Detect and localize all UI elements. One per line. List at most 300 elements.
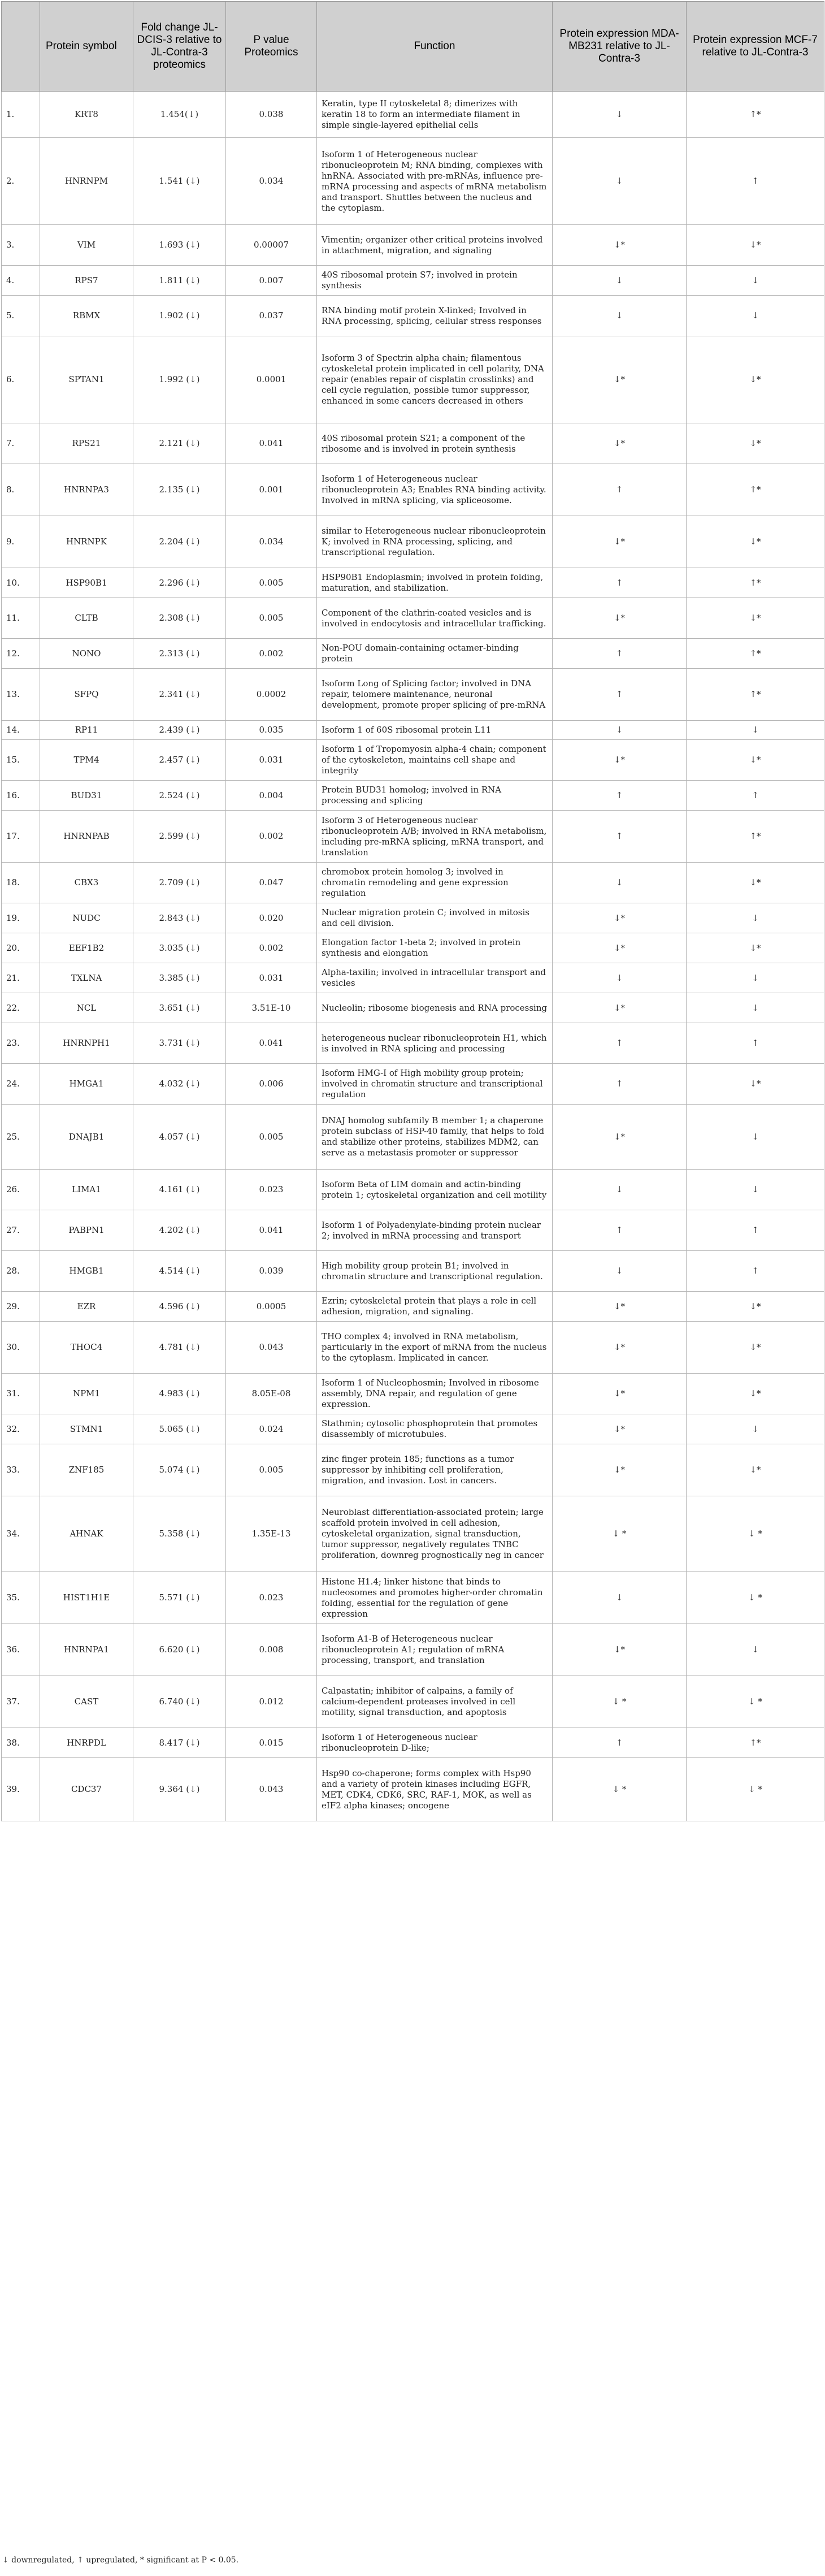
fold-change-cell: 5.571 (↓) <box>133 1572 226 1624</box>
mcf-expression-cell: ↑* <box>687 811 824 863</box>
function-cell: DNAJ homolog subfamily B member 1; a chaperone protein subclass of HSP-40 family, that helps to fold and stabilize other proteins, stabilizes MDM2, can serve as a metastasis promoter or suppressor <box>317 1105 553 1170</box>
header-fold-change: Fold change JL-DCIS-3 relative to JL-Contra-3 proteomics <box>133 2 226 92</box>
function-cell: Isoform 1 of Nucleophosmin; Involved in ribosome assembly, DNA repair, and regulation of gene expression. <box>317 1374 553 1414</box>
fold-change-cell: 2.524 (↓) <box>133 781 226 811</box>
row-number-cell: 25. <box>2 1105 40 1170</box>
function-cell: Isoform 3 of Heterogeneous nuclear ribonucleoprotein A/B; involved in RNA metabolism, including pre-mRNA splicing, mRNA transport, and translation <box>317 811 553 863</box>
table-row <box>2 1170 824 1210</box>
table-row <box>2 92 824 138</box>
function-cell: Isoform 1 of Heterogeneous nuclear ribonucleoprotein M; RNA binding, complexes with hnRNA. Associated with pre-mRNAs, influence pre-mRNA processing and aspects of mRNA metabolism and transport. Shuttles between the nucleus and the cytoplasm. <box>317 138 553 225</box>
table-row <box>2 863 824 903</box>
function-cell: Elongation factor 1-beta 2; involved in protein synthesis and elongation <box>317 933 553 963</box>
table-row <box>2 1496 824 1572</box>
p-value-cell: 0.001 <box>226 464 317 516</box>
fold-change-cell: 2.313 (↓) <box>133 639 226 669</box>
mcf-expression-cell: ↓ * <box>687 1572 824 1624</box>
protein-symbol-cell: NUDC <box>40 903 133 933</box>
fold-change-cell: 6.620 (↓) <box>133 1624 226 1676</box>
p-value-cell: 0.007 <box>226 266 317 296</box>
mda-expression-cell: ↓* <box>553 516 687 568</box>
fold-change-cell: 2.204 (↓) <box>133 516 226 568</box>
function-cell: Isoform Beta of LIM domain and actin-binding protein 1; cytoskeletal organization and cell motility <box>317 1170 553 1210</box>
table-row <box>2 138 824 225</box>
table-row <box>2 1023 824 1064</box>
fold-change-cell: 4.032 (↓) <box>133 1064 226 1105</box>
fold-change-cell: 3.035 (↓) <box>133 933 226 963</box>
protein-table <box>1 1 824 1821</box>
mda-expression-cell: ↓* <box>553 1105 687 1170</box>
fold-change-cell: 1.454(↓) <box>133 92 226 138</box>
row-number-cell: 12. <box>2 639 40 669</box>
protein-symbol-cell: SFPQ <box>40 669 133 721</box>
table-row <box>2 993 824 1023</box>
function-cell: Alpha-taxilin; involved in intracellular transport and vesicles <box>317 963 553 993</box>
mcf-expression-cell: ↓* <box>687 423 824 464</box>
row-number-cell: 5. <box>2 296 40 336</box>
mda-expression-cell: ↓* <box>553 903 687 933</box>
p-value-cell: 0.043 <box>226 1758 317 1821</box>
mcf-expression-cell: ↓ <box>687 721 824 740</box>
row-number-cell: 36. <box>2 1624 40 1676</box>
row-number-cell: 21. <box>2 963 40 993</box>
fold-change-cell: 4.781 (↓) <box>133 1322 226 1374</box>
row-number-cell: 19. <box>2 903 40 933</box>
function-cell: Nuclear migration protein C; involved in mitosis and cell division. <box>317 903 553 933</box>
fold-change-cell: 1.541 (↓) <box>133 138 226 225</box>
mda-expression-cell: ↓* <box>553 1624 687 1676</box>
mda-expression-cell: ↑ <box>553 464 687 516</box>
mda-expression-cell: ↓* <box>553 1292 687 1322</box>
p-value-cell: 0.005 <box>226 1444 317 1496</box>
mcf-expression-cell: ↓* <box>687 336 824 423</box>
function-cell: Calpastatin; inhibitor of calpains, a family of calcium-dependent proteases involved in cell motility, signal transduction, and apoptosis <box>317 1676 553 1728</box>
mda-expression-cell: ↓ <box>553 863 687 903</box>
table-row <box>2 781 824 811</box>
mcf-expression-cell: ↓ <box>687 296 824 336</box>
header-p-value: P value Proteomics <box>226 2 317 92</box>
table-row <box>2 811 824 863</box>
protein-symbol-cell: EZR <box>40 1292 133 1322</box>
fold-change-cell: 3.731 (↓) <box>133 1023 226 1064</box>
function-cell: Isoform Long of Splicing factor; involved in DNA repair, telomere maintenance, neuronal development, promote proper splicing of pre-mRNA <box>317 669 553 721</box>
row-number-cell: 9. <box>2 516 40 568</box>
mda-expression-cell: ↓* <box>553 740 687 781</box>
p-value-cell: 0.043 <box>226 1322 317 1374</box>
function-cell: Neuroblast differentiation-associated protein; large scaffold protein involved in cell adhesion, cytoskeletal organization, signal transduction, tumor suppressor, negatively regulates TNBC proliferation, downreg prognostically neg in cancer <box>317 1496 553 1572</box>
protein-symbol-cell: TPM4 <box>40 740 133 781</box>
table-row <box>2 336 824 423</box>
function-cell: Isoform 3 of Spectrin alpha chain; filamentous cytoskeletal protein implicated in cell polarity, DNA repair (enables repair of cisplatin crosslinks) and cell cycle regulation, possible tumor suppressor, enhanced in some cancers decreased in others <box>317 336 553 423</box>
mcf-expression-cell: ↑* <box>687 464 824 516</box>
protein-symbol-cell: HNRPDL <box>40 1728 133 1758</box>
mda-expression-cell: ↑ <box>553 669 687 721</box>
mcf-expression-cell: ↓ <box>687 1624 824 1676</box>
function-cell: zinc finger protein 185; functions as a tumor suppressor by inhibiting cell proliferation, migration, and invasion. Lost in cancers. <box>317 1444 553 1496</box>
header-mcf-expression: Protein expression MCF-7 relative to JL-Contra-3 <box>687 2 824 92</box>
protein-symbol-cell: HNRNPAB <box>40 811 133 863</box>
table-row <box>2 903 824 933</box>
table-row <box>2 266 824 296</box>
protein-symbol-cell: THOC4 <box>40 1322 133 1374</box>
mcf-expression-cell: ↓* <box>687 933 824 963</box>
table-row <box>2 1210 824 1251</box>
mda-expression-cell: ↓* <box>553 598 687 639</box>
table-row <box>2 296 824 336</box>
mcf-expression-cell: ↓* <box>687 1444 824 1496</box>
fold-change-cell: 9.364 (↓) <box>133 1758 226 1821</box>
mcf-expression-cell: ↓ <box>687 993 824 1023</box>
protein-symbol-cell: NPM1 <box>40 1374 133 1414</box>
mcf-expression-cell: ↓* <box>687 1064 824 1105</box>
mcf-expression-cell: ↓* <box>687 740 824 781</box>
p-value-cell: 0.038 <box>226 92 317 138</box>
protein-symbol-cell: HMGA1 <box>40 1064 133 1105</box>
fold-change-cell: 1.693 (↓) <box>133 225 226 266</box>
fold-change-cell: 4.202 (↓) <box>133 1210 226 1251</box>
function-cell: Keratin, type II cytoskeletal 8; dimerizes with keratin 18 to form an intermediate filament in simple single-layered epithelial cells <box>317 92 553 138</box>
mda-expression-cell: ↓ <box>553 138 687 225</box>
function-cell: Isoform 1 of Heterogeneous nuclear ribonucleoprotein A3; Enables RNA binding activity. Involved in mRNA splicing, via spliceosome. <box>317 464 553 516</box>
p-value-cell: 0.035 <box>226 721 317 740</box>
p-value-cell: 0.031 <box>226 740 317 781</box>
row-number-cell: 7. <box>2 423 40 464</box>
p-value-cell: 0.015 <box>226 1728 317 1758</box>
table-row <box>2 740 824 781</box>
function-cell: Vimentin; organizer other critical proteins involved in attachment, migration, and signaling <box>317 225 553 266</box>
mcf-expression-cell: ↑ <box>687 1023 824 1064</box>
table-row <box>2 1374 824 1414</box>
fold-change-cell: 2.709 (↓) <box>133 863 226 903</box>
protein-symbol-cell: HNRNPM <box>40 138 133 225</box>
p-value-cell: 0.034 <box>226 516 317 568</box>
row-number-cell: 15. <box>2 740 40 781</box>
mda-expression-cell: ↑ <box>553 1023 687 1064</box>
p-value-cell: 0.0002 <box>226 669 317 721</box>
fold-change-cell: 4.161 (↓) <box>133 1170 226 1210</box>
mcf-expression-cell: ↑* <box>687 639 824 669</box>
fold-change-cell: 4.514 (↓) <box>133 1251 226 1292</box>
protein-symbol-cell: HNRNPA3 <box>40 464 133 516</box>
protein-symbol-cell: CAST <box>40 1676 133 1728</box>
table-row <box>2 423 824 464</box>
mda-expression-cell: ↑ <box>553 568 687 598</box>
protein-symbol-cell: NONO <box>40 639 133 669</box>
mcf-expression-cell: ↑ <box>687 1251 824 1292</box>
protein-symbol-cell: LIMA1 <box>40 1170 133 1210</box>
protein-symbol-cell: BUD31 <box>40 781 133 811</box>
mda-expression-cell: ↓* <box>553 1322 687 1374</box>
function-cell: Hsp90 co-chaperone; forms complex with Hsp90 and a variety of protein kinases including EGFR, MET, CDK4, CDK6, SRC, RAF-1, MOK, as well as eIF2 alpha kinases; oncogene <box>317 1758 553 1821</box>
mda-expression-cell: ↓* <box>553 1414 687 1444</box>
fold-change-cell: 5.358 (↓) <box>133 1496 226 1572</box>
fold-change-cell: 5.074 (↓) <box>133 1444 226 1496</box>
row-number-cell: 6. <box>2 336 40 423</box>
row-number-cell: 4. <box>2 266 40 296</box>
p-value-cell: 0.005 <box>226 568 317 598</box>
p-value-cell: 0.031 <box>226 963 317 993</box>
mcf-expression-cell: ↓ <box>687 903 824 933</box>
fold-change-cell: 6.740 (↓) <box>133 1676 226 1728</box>
p-value-cell: 0.023 <box>226 1170 317 1210</box>
row-number-cell: 31. <box>2 1374 40 1414</box>
table-row <box>2 1624 824 1676</box>
function-cell: similar to Heterogeneous nuclear ribonucleoprotein K; involved in RNA processing, splicing, and transcriptional regulation. <box>317 516 553 568</box>
function-cell: Isoform A1-B of Heterogeneous nuclear ribonucleoprotein A1; regulation of mRNA processing, transport, and translation <box>317 1624 553 1676</box>
protein-symbol-cell: VIM <box>40 225 133 266</box>
mcf-expression-cell: ↑ <box>687 781 824 811</box>
p-value-cell: 0.008 <box>226 1624 317 1676</box>
mcf-expression-cell: ↑ <box>687 138 824 225</box>
mda-expression-cell: ↑ <box>553 781 687 811</box>
table-row <box>2 225 824 266</box>
protein-symbol-cell: RBMX <box>40 296 133 336</box>
p-value-cell: 0.041 <box>226 1023 317 1064</box>
row-number-cell: 27. <box>2 1210 40 1251</box>
function-cell: Ezrin; cytoskeletal protein that plays a role in cell adhesion, migration, and signaling. <box>317 1292 553 1322</box>
mcf-expression-cell: ↓* <box>687 1322 824 1374</box>
fold-change-cell: 4.596 (↓) <box>133 1292 226 1322</box>
mda-expression-cell: ↓* <box>553 225 687 266</box>
row-number-cell: 30. <box>2 1322 40 1374</box>
table-row <box>2 639 824 669</box>
mcf-expression-cell: ↓* <box>687 516 824 568</box>
mcf-expression-cell: ↓ <box>687 1170 824 1210</box>
p-value-cell: 0.0005 <box>226 1292 317 1322</box>
p-value-cell: 0.047 <box>226 863 317 903</box>
protein-symbol-cell: CDC37 <box>40 1758 133 1821</box>
fold-change-cell: 2.843 (↓) <box>133 903 226 933</box>
header-protein-symbol: Protein symbol <box>40 2 133 92</box>
protein-symbol-cell: CBX3 <box>40 863 133 903</box>
mcf-expression-cell: ↓ * <box>687 1758 824 1821</box>
row-number-cell: 14. <box>2 721 40 740</box>
fold-change-cell: 5.065 (↓) <box>133 1414 226 1444</box>
table-row <box>2 1251 824 1292</box>
mda-expression-cell: ↓* <box>553 993 687 1023</box>
row-number-cell: 34. <box>2 1496 40 1572</box>
fold-change-cell: 1.811 (↓) <box>133 266 226 296</box>
function-cell: Histone H1.4; linker histone that binds to nucleosomes and promotes higher-order chromatin folding, essential for the regulation of gene expression <box>317 1572 553 1624</box>
protein-symbol-cell: NCL <box>40 993 133 1023</box>
table-row <box>2 598 824 639</box>
mda-expression-cell: ↓ * <box>553 1758 687 1821</box>
row-number-cell: 23. <box>2 1023 40 1064</box>
mda-expression-cell: ↑ <box>553 639 687 669</box>
row-number-cell: 18. <box>2 863 40 903</box>
fold-change-cell: 2.135 (↓) <box>133 464 226 516</box>
table-row <box>2 1758 824 1821</box>
mda-expression-cell: ↓ <box>553 1251 687 1292</box>
header-function: Function <box>317 2 553 92</box>
p-value-cell: 0.006 <box>226 1064 317 1105</box>
protein-symbol-cell: HNRNPA1 <box>40 1624 133 1676</box>
p-value-cell: 0.023 <box>226 1572 317 1624</box>
fold-change-cell: 2.439 (↓) <box>133 721 226 740</box>
row-number-cell: 20. <box>2 933 40 963</box>
mda-expression-cell: ↓ <box>553 92 687 138</box>
mda-expression-cell: ↓ <box>553 1572 687 1624</box>
protein-symbol-cell: STMN1 <box>40 1414 133 1444</box>
protein-symbol-cell: RPS21 <box>40 423 133 464</box>
row-number-cell: 28. <box>2 1251 40 1292</box>
function-cell: THO complex 4; involved in RNA metabolism, particularly in the export of mRNA from the nucleus to the cytoplasm. Implicated in cancer. <box>317 1322 553 1374</box>
protein-symbol-cell: HNRNPH1 <box>40 1023 133 1064</box>
function-cell: Component of the clathrin-coated vesicles and is involved in endocytosis and intracellular trafficking. <box>317 598 553 639</box>
function-cell: Isoform 1 of 60S ribosomal protein L11 <box>317 721 553 740</box>
fold-change-cell: 2.296 (↓) <box>133 568 226 598</box>
mda-expression-cell: ↑ <box>553 1210 687 1251</box>
protein-symbol-cell: KRT8 <box>40 92 133 138</box>
p-value-cell: 0.041 <box>226 1210 317 1251</box>
protein-symbol-cell: HMGB1 <box>40 1251 133 1292</box>
mda-expression-cell: ↓* <box>553 336 687 423</box>
mcf-expression-cell: ↓* <box>687 225 824 266</box>
function-cell: 40S ribosomal protein S7; involved in protein synthesis <box>317 266 553 296</box>
mda-expression-cell: ↓ <box>553 1170 687 1210</box>
p-value-cell: 8.05E-08 <box>226 1374 317 1414</box>
p-value-cell: 0.034 <box>226 138 317 225</box>
fold-change-cell: 1.992 (↓) <box>133 336 226 423</box>
mda-expression-cell: ↑ <box>553 1728 687 1758</box>
row-number-cell: 24. <box>2 1064 40 1105</box>
function-cell: Isoform 1 of Polyadenylate-binding protein nuclear 2; involved in mRNA processing and transport <box>317 1210 553 1251</box>
mcf-expression-cell: ↓ * <box>687 1496 824 1572</box>
row-number-cell: 37. <box>2 1676 40 1728</box>
mda-expression-cell: ↓ <box>553 963 687 993</box>
row-number-cell: 3. <box>2 225 40 266</box>
row-number-cell: 2. <box>2 138 40 225</box>
function-cell: RNA binding motif protein X-linked; Involved in RNA processing, splicing, cellular stress responses <box>317 296 553 336</box>
protein-symbol-cell: RP11 <box>40 721 133 740</box>
protein-symbol-cell: ZNF185 <box>40 1444 133 1496</box>
mcf-expression-cell: ↓ <box>687 266 824 296</box>
p-value-cell: 0.002 <box>226 811 317 863</box>
table-row <box>2 1572 824 1624</box>
fold-change-cell: 2.599 (↓) <box>133 811 226 863</box>
mda-expression-cell: ↓ * <box>553 1496 687 1572</box>
row-number-cell: 1. <box>2 92 40 138</box>
mda-expression-cell: ↓* <box>553 423 687 464</box>
protein-symbol-cell: DNAJB1 <box>40 1105 133 1170</box>
table-row <box>2 1444 824 1496</box>
row-number-cell: 39. <box>2 1758 40 1821</box>
row-number-cell: 35. <box>2 1572 40 1624</box>
row-number-cell: 8. <box>2 464 40 516</box>
table-row <box>2 516 824 568</box>
mda-expression-cell: ↓* <box>553 933 687 963</box>
fold-change-cell: 4.983 (↓) <box>133 1374 226 1414</box>
protein-symbol-cell: TXLNA <box>40 963 133 993</box>
function-cell: High mobility group protein B1; involved in chromatin structure and transcriptional regulation. <box>317 1251 553 1292</box>
function-cell: Isoform 1 of Tropomyosin alpha-4 chain; component of the cytoskeleton, maintains cell shape and integrity <box>317 740 553 781</box>
p-value-cell: 3.51E-10 <box>226 993 317 1023</box>
table-row <box>2 568 824 598</box>
row-number-cell: 38. <box>2 1728 40 1758</box>
mcf-expression-cell: ↓ <box>687 1414 824 1444</box>
row-number-cell: 22. <box>2 993 40 1023</box>
mcf-expression-cell: ↓ * <box>687 1676 824 1728</box>
table-row <box>2 1322 824 1374</box>
mda-expression-cell: ↓ <box>553 721 687 740</box>
header-mda-expression: Protein expression MDA-MB231 relative to JL-Contra-3 <box>553 2 687 92</box>
table-row <box>2 1292 824 1322</box>
fold-change-cell: 2.341 (↓) <box>133 669 226 721</box>
mda-expression-cell: ↑ <box>553 811 687 863</box>
p-value-cell: 0.002 <box>226 639 317 669</box>
table-body <box>2 92 824 1821</box>
function-cell: Isoform HMG-I of High mobility group protein; involved in chromatin structure and transcriptional regulation <box>317 1064 553 1105</box>
function-cell: Protein BUD31 homolog; involved in RNA processing and splicing <box>317 781 553 811</box>
p-value-cell: 0.005 <box>226 598 317 639</box>
fold-change-cell: 2.121 (↓) <box>133 423 226 464</box>
mda-expression-cell: ↓ <box>553 296 687 336</box>
p-value-cell: 0.024 <box>226 1414 317 1444</box>
table-row <box>2 1105 824 1170</box>
fold-change-cell: 3.385 (↓) <box>133 963 226 993</box>
mcf-expression-cell: ↑* <box>687 568 824 598</box>
mda-expression-cell: ↓* <box>553 1444 687 1496</box>
function-cell: Isoform 1 of Heterogeneous nuclear ribonucleoprotein D-like; <box>317 1728 553 1758</box>
mcf-expression-cell: ↓ <box>687 1105 824 1170</box>
table-row <box>2 1676 824 1728</box>
table-row <box>2 1064 824 1105</box>
p-value-cell: 0.039 <box>226 1251 317 1292</box>
mda-expression-cell: ↑ <box>553 1064 687 1105</box>
protein-symbol-cell: RPS7 <box>40 266 133 296</box>
row-number-cell: 29. <box>2 1292 40 1322</box>
function-cell: heterogeneous nuclear ribonucleoprotein H1, which is involved in RNA splicing and processing <box>317 1023 553 1064</box>
p-value-cell: 0.005 <box>226 1105 317 1170</box>
function-cell: HSP90B1 Endoplasmin; involved in protein folding, maturation, and stabilization. <box>317 568 553 598</box>
mcf-expression-cell: ↑ <box>687 1210 824 1251</box>
table-row <box>2 721 824 740</box>
header-row <box>2 2 824 92</box>
row-number-cell: 32. <box>2 1414 40 1444</box>
fold-change-cell: 3.651 (↓) <box>133 993 226 1023</box>
table-row <box>2 1414 824 1444</box>
row-number-cell: 11. <box>2 598 40 639</box>
p-value-cell: 0.002 <box>226 933 317 963</box>
table-row <box>2 464 824 516</box>
mda-expression-cell: ↓* <box>553 1374 687 1414</box>
row-number-cell: 16. <box>2 781 40 811</box>
mcf-expression-cell: ↑* <box>687 92 824 138</box>
protein-symbol-cell: SPTAN1 <box>40 336 133 423</box>
p-value-cell: 0.037 <box>226 296 317 336</box>
p-value-cell: 0.041 <box>226 423 317 464</box>
p-value-cell: 1.35E-13 <box>226 1496 317 1572</box>
function-cell: Stathmin; cytosolic phosphoprotein that promotes disassembly of microtubules. <box>317 1414 553 1444</box>
protein-symbol-cell: HNRNPK <box>40 516 133 568</box>
mcf-expression-cell: ↓* <box>687 1374 824 1414</box>
mcf-expression-cell: ↓* <box>687 1292 824 1322</box>
mcf-expression-cell: ↑* <box>687 1728 824 1758</box>
p-value-cell: 0.0001 <box>226 336 317 423</box>
function-cell: Non-POU domain-containing octamer-binding protein <box>317 639 553 669</box>
p-value-cell: 0.020 <box>226 903 317 933</box>
p-value-cell: 0.012 <box>226 1676 317 1728</box>
table-row <box>2 669 824 721</box>
row-number-cell: 10. <box>2 568 40 598</box>
protein-symbol-cell: HIST1H1E <box>40 1572 133 1624</box>
fold-change-cell: 1.902 (↓) <box>133 296 226 336</box>
function-cell: 40S ribosomal protein S21; a component of the ribosome and is involved in protein synthesis <box>317 423 553 464</box>
function-cell: Nucleolin; ribosome biogenesis and RNA processing <box>317 993 553 1023</box>
protein-symbol-cell: PABPN1 <box>40 1210 133 1251</box>
row-number-cell: 33. <box>2 1444 40 1496</box>
fold-change-cell: 4.057 (↓) <box>133 1105 226 1170</box>
protein-symbol-cell: HSP90B1 <box>40 568 133 598</box>
